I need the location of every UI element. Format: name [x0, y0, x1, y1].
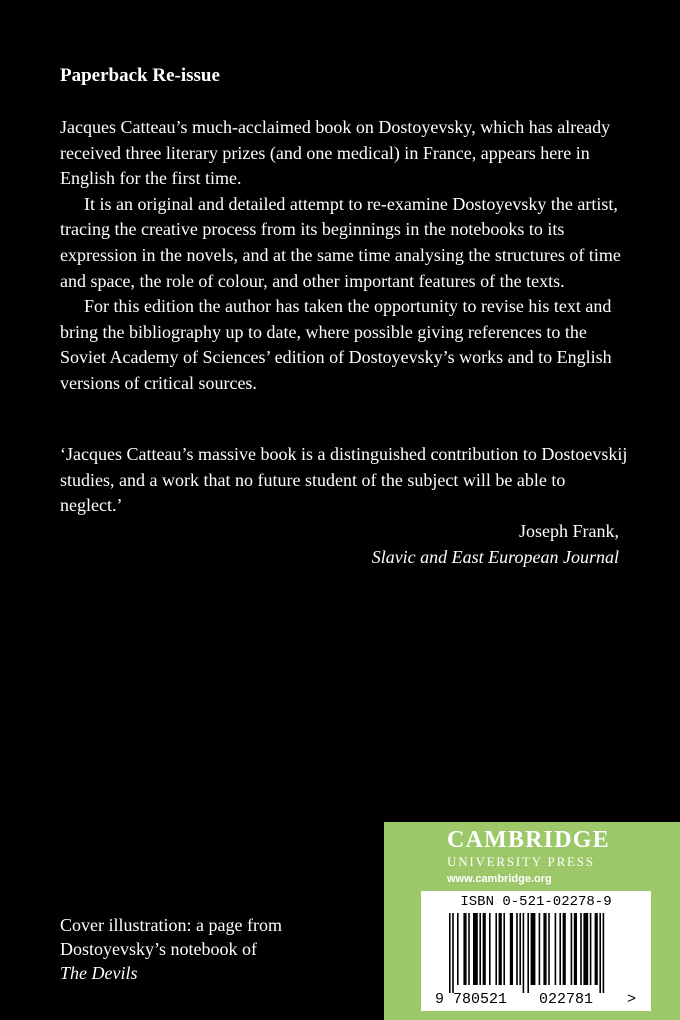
blurb-paragraph-1: Jacques Catteau’s much-acclaimed book on Dostoyevsky, which has already received three literary prizes (and one medical) in France, appears here in English for the first time.: [60, 117, 611, 189]
barcode-bar: [449, 913, 451, 993]
barcode-bar: [583, 913, 588, 985]
barcode-bar: [548, 913, 550, 985]
barcode-bar: [555, 913, 557, 985]
barcode: [431, 913, 641, 1007]
barcode-bar: [580, 913, 582, 985]
barcode-bar: [599, 913, 601, 993]
barcode-bar: [527, 913, 529, 993]
barcode-bars: [449, 913, 604, 993]
publisher-subtitle: UNIVERSITY PRESS: [447, 854, 595, 869]
blurb-paragraph-3: For this edition the author has taken the opportunity to revise his text and bring the bibliography up to date, where possible giving references to the Soviet Academy of Sciences’ edition of Dostoyevsky’s works and to English versions of critical sources.: [60, 296, 612, 393]
isbn-label: ISBN 0-521-02278-9: [460, 894, 612, 910]
barcode-bar: [523, 913, 525, 993]
publisher-url: www.cambridge.org: [447, 873, 552, 885]
blurb-paragraph-2: It is an original and detailed attempt to re-examine Dostoyevsky the artist, tracing the creative process from its beginnings in the notebooks to its expression in the novels, and at the same time analysing the structures of time and space, the role of colour, and other important features of the texts.: [60, 193, 621, 291]
barcode-bar: [483, 913, 486, 985]
cover-credit-title: The Devils: [60, 963, 138, 983]
barcode-end-mark: >: [627, 991, 637, 1007]
barcode-bar: [495, 913, 497, 985]
blurb: [60, 115, 632, 397]
publisher-box: [384, 822, 680, 1020]
quote-journal: Slavic and East European Journal: [371, 546, 619, 567]
barcode-bar: [543, 913, 546, 985]
barcode-bar: [499, 913, 502, 985]
barcode-bar: [603, 913, 605, 993]
barcode-bar: [457, 913, 459, 985]
quote-author: Joseph Frank,: [519, 521, 619, 541]
barcode-bar: [539, 913, 541, 985]
barcode-bar: [516, 913, 518, 985]
heading: Paperback Re-issue: [60, 65, 220, 86]
barcode-right-digits: 022781: [539, 991, 594, 1007]
barcode-first-digit: 9: [435, 991, 445, 1007]
cover-credit: [60, 913, 360, 985]
review-quote: [60, 442, 632, 519]
quote-text: ‘Jacques Catteau’s massive book is a distinguished contribution to Dostoevskij studies, and a work that no future student of the subject will be able to neglect.’: [60, 444, 628, 516]
barcode-left-digits: 780521: [453, 991, 508, 1007]
publisher-name: CAMBRIDGE: [447, 827, 610, 853]
barcode-bar: [489, 913, 491, 985]
barcode-bar: [590, 913, 592, 985]
barcode-bar: [574, 913, 577, 985]
barcode-bar: [510, 913, 513, 985]
barcode-panel: [421, 891, 651, 1011]
barcode-bar: [531, 913, 536, 985]
barcode-bar: [571, 913, 573, 985]
barcode-bar: [595, 913, 598, 985]
barcode-bar: [463, 913, 466, 985]
cover-credit-text: Cover illustration: a page from Dostoyevsky’s notebook of: [60, 915, 282, 959]
barcode-bar: [503, 913, 505, 985]
barcode-bar: [473, 913, 478, 985]
barcode-bar: [559, 913, 561, 985]
barcode-bar: [452, 913, 454, 993]
quote-attribution: [372, 519, 619, 570]
barcode-bar: [519, 913, 521, 985]
barcode-bar: [468, 913, 470, 985]
barcode-bar: [563, 913, 566, 985]
barcode-bar: [479, 913, 481, 985]
